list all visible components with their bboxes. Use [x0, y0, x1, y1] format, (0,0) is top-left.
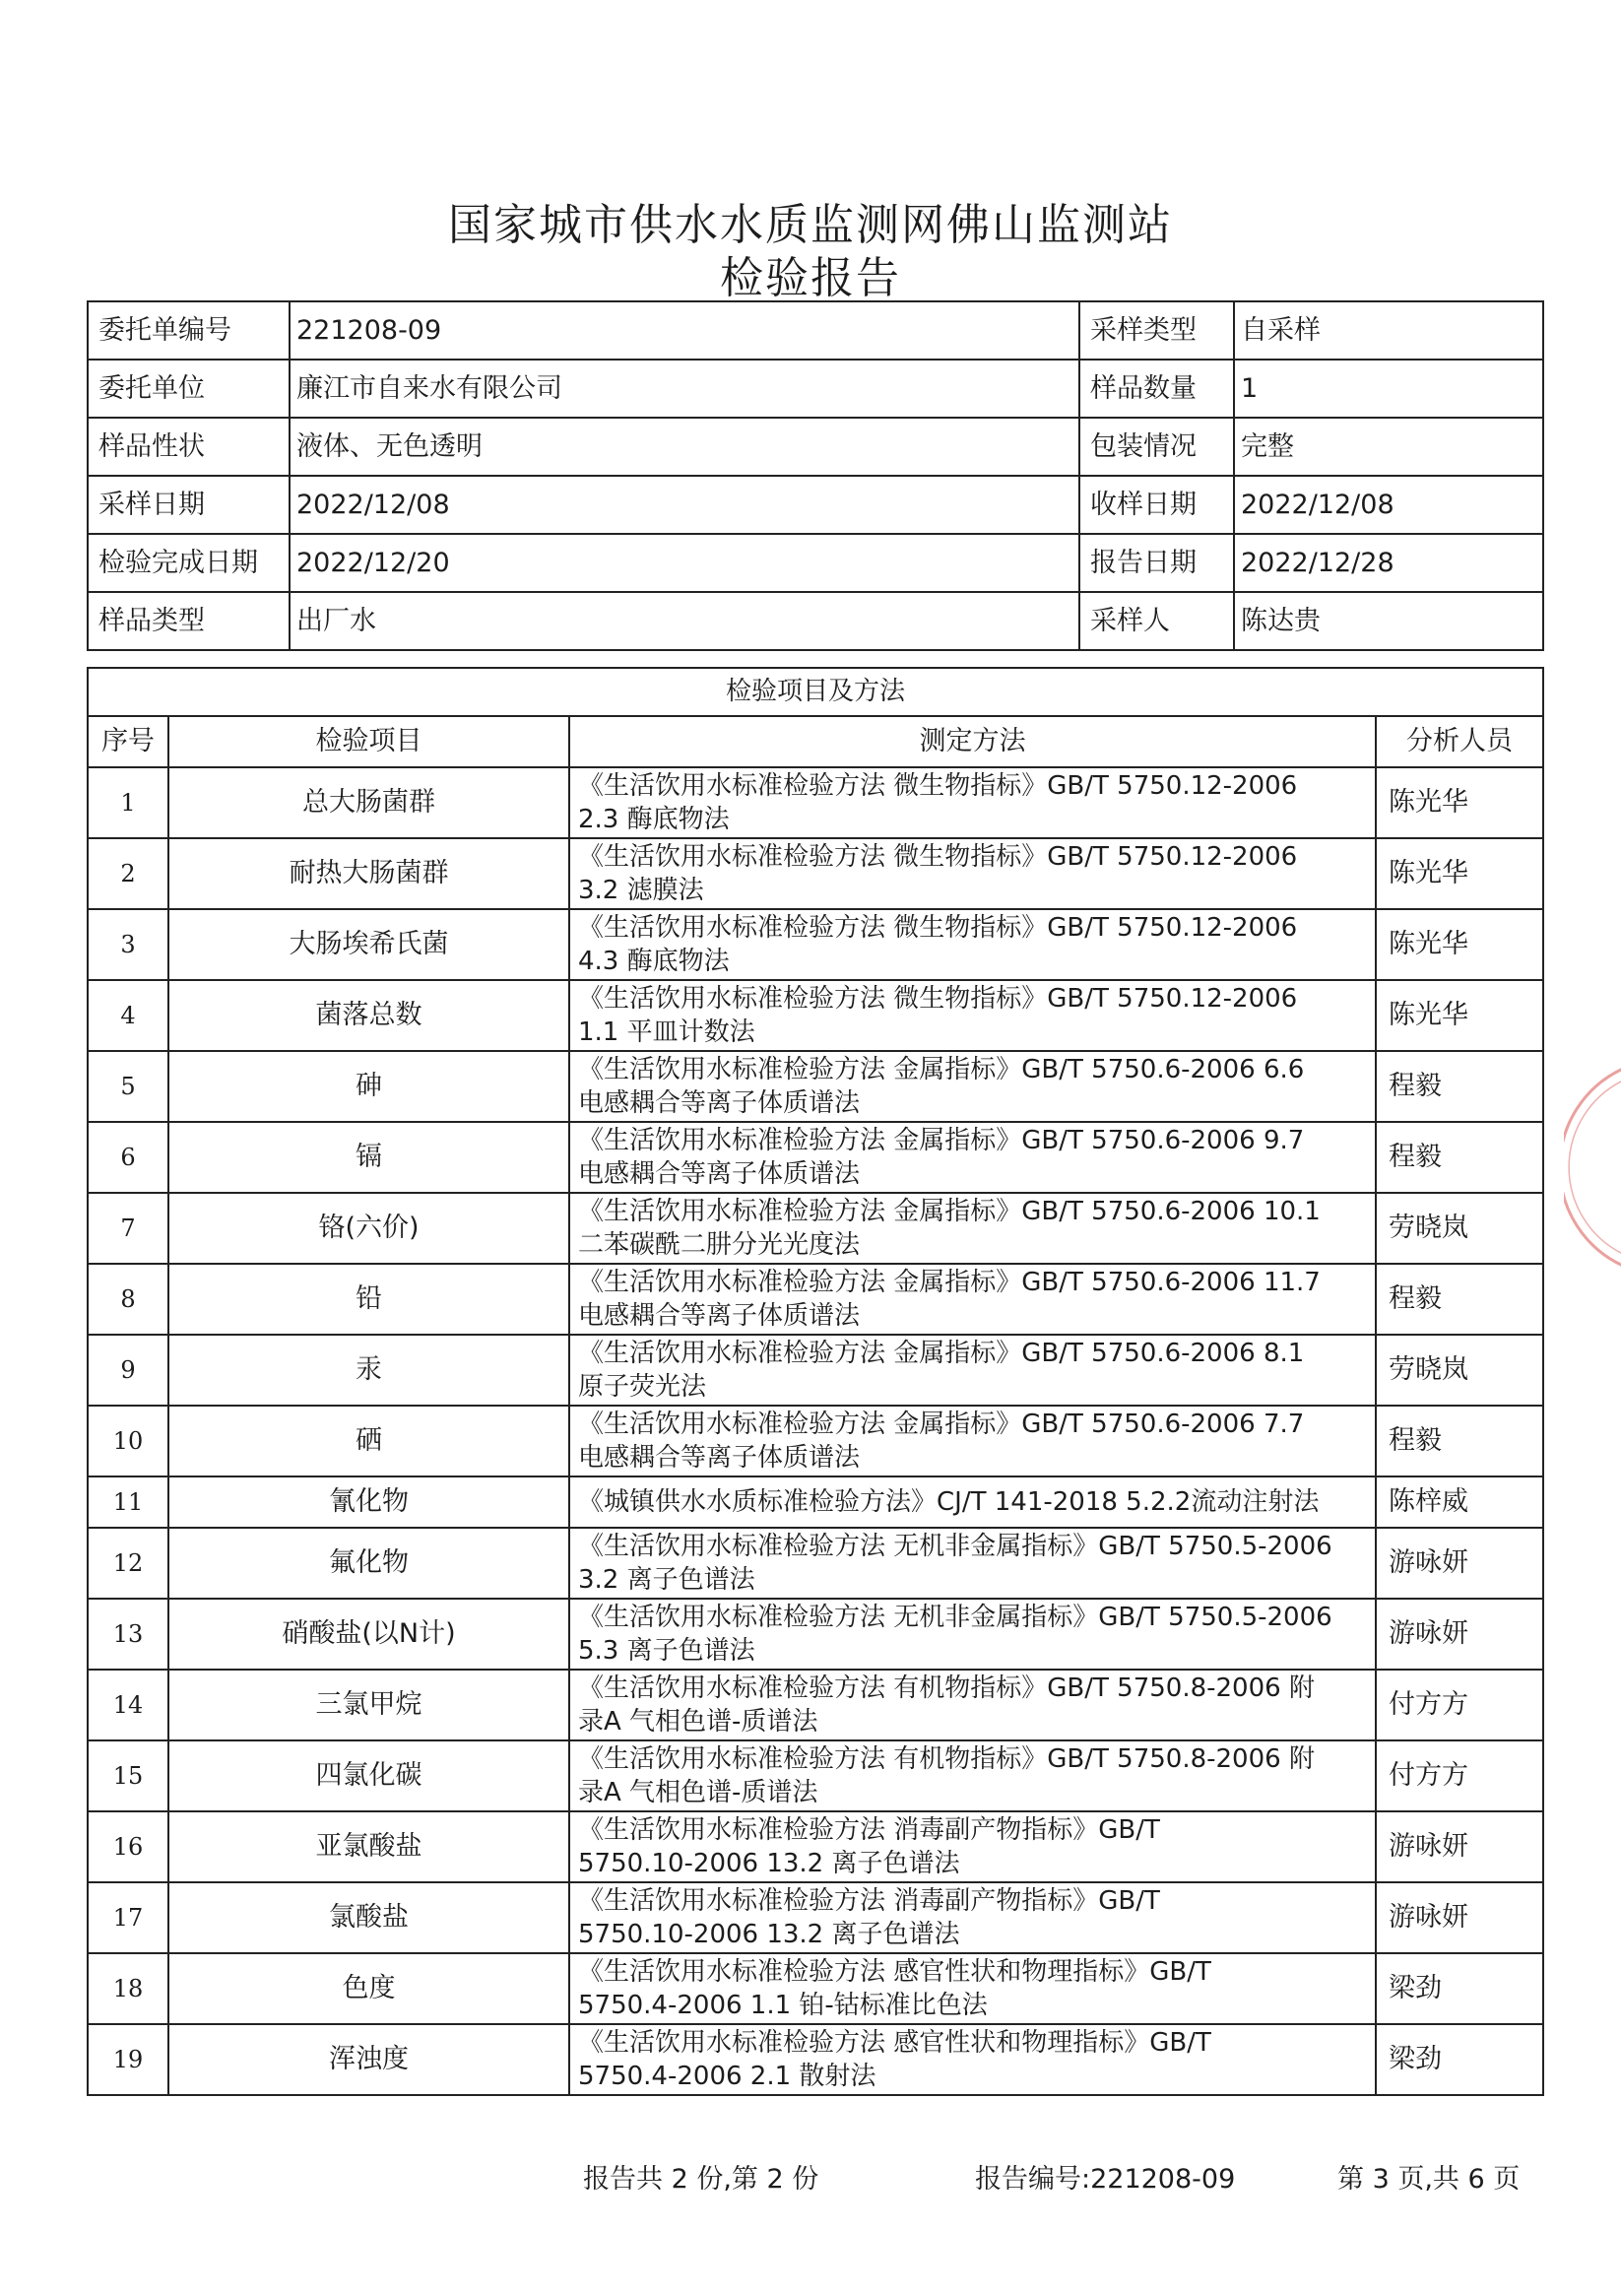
method-line-2: 5750.10-2006 13.2 离子色谱法 [578, 1849, 960, 1878]
table-row [88, 1740, 1543, 1811]
method-line-1: 《生活饮用水标准检验方法 微生物指标》GB/T 5750.12-2006 [578, 912, 1298, 943]
analyst: 劳晓岚 [1376, 1335, 1543, 1406]
test-item: 铬(六价) [168, 1193, 569, 1264]
test-method [569, 1264, 1376, 1335]
info-row [88, 592, 1543, 650]
method-line-1: 《生活饮用水标准检验方法 微生物指标》GB/T 5750.12-2006 [578, 770, 1298, 801]
method-line-1: 《生活饮用水标准检验方法 金属指标》GB/T 5750.6-2006 9.7 [578, 1125, 1305, 1155]
info-value: 221208-09 [290, 301, 1079, 360]
analyst: 陈光华 [1376, 980, 1543, 1051]
table-row [88, 1670, 1543, 1740]
info-value: 廉江市自来水有限公司 [290, 360, 1079, 418]
row-number: 1 [88, 767, 168, 838]
test-method [569, 1476, 1376, 1528]
info-value: 2022/12/08 [1234, 476, 1543, 534]
method-line-2: 电感耦合等离子体质谱法 [578, 1088, 861, 1118]
table-row [88, 1882, 1543, 1953]
method-line-2: 5.3 离子色谱法 [578, 1636, 755, 1666]
test-method [569, 1882, 1376, 1953]
method-line-1: 《生活饮用水标准检验方法 微生物指标》GB/T 5750.12-2006 [578, 983, 1298, 1014]
method-line-1: 《生活饮用水标准检验方法 金属指标》GB/T 5750.6-2006 7.7 [578, 1409, 1305, 1439]
info-row [88, 418, 1543, 476]
test-item: 耐热大肠菌群 [168, 838, 569, 909]
method-line-2: 4.3 酶底物法 [578, 947, 730, 976]
row-number: 17 [88, 1882, 168, 1953]
row-number: 7 [88, 1193, 168, 1264]
test-item: 总大肠菌群 [168, 767, 569, 838]
method-line-2: 电感耦合等离子体质谱法 [578, 1159, 861, 1189]
analyst: 陈光华 [1376, 767, 1543, 838]
method-line-2: 原子荧光法 [578, 1372, 707, 1402]
info-value: 陈达贵 [1234, 592, 1543, 650]
col-header-item: 检验项目 [168, 716, 569, 767]
info-label: 采样日期 [88, 476, 290, 534]
info-label: 采样人 [1079, 592, 1234, 650]
info-value: 2022/12/08 [290, 476, 1079, 534]
row-number: 11 [88, 1476, 168, 1528]
analyst: 游咏妍 [1376, 1882, 1543, 1953]
page-number: 第 3 页,共 6 页 [1337, 2164, 1521, 2195]
row-number: 14 [88, 1670, 168, 1740]
test-method [569, 980, 1376, 1051]
method-line-1: 《城镇供水水质标准检验方法》CJ/T 141-2018 5.2.2流动注射法 [578, 1486, 1320, 1517]
report-number: 报告编号:221208-09 [975, 2164, 1236, 2195]
analyst: 程毅 [1376, 1051, 1543, 1122]
test-item: 镉 [168, 1122, 569, 1193]
test-item: 四氯化碳 [168, 1740, 569, 1811]
row-number: 13 [88, 1599, 168, 1670]
test-method [569, 1670, 1376, 1740]
row-number: 15 [88, 1740, 168, 1811]
method-line-2: 1.1 平皿计数法 [578, 1017, 755, 1047]
info-label: 样品类型 [88, 592, 290, 650]
analyst: 付方方 [1376, 1670, 1543, 1740]
method-line-2: 3.2 滤膜法 [578, 876, 704, 905]
test-item: 氟化物 [168, 1528, 569, 1599]
row-number: 16 [88, 1811, 168, 1882]
method-line-1: 《生活饮用水标准检验方法 金属指标》GB/T 5750.6-2006 6.6 [578, 1054, 1305, 1084]
method-line-2: 2.3 酶底物法 [578, 805, 730, 834]
info-label: 包装情况 [1079, 418, 1234, 476]
test-item: 硒 [168, 1406, 569, 1476]
table-row [88, 1953, 1543, 2024]
info-value: 完整 [1234, 418, 1543, 476]
analyst: 游咏妍 [1376, 1599, 1543, 1670]
test-method [569, 1406, 1376, 1476]
analyst: 梁劲 [1376, 1953, 1543, 2024]
method-line-1: 《生活饮用水标准检验方法 消毒副产物指标》GB/T [578, 1885, 1160, 1916]
sample-info-table [87, 300, 1544, 651]
method-line-1: 《生活饮用水标准检验方法 有机物指标》GB/T 5750.8-2006 附 [578, 1673, 1315, 1703]
seal-stamp-fragment [1564, 1059, 1621, 1276]
col-header-analyst: 分析人员 [1376, 716, 1543, 767]
analyst: 陈光华 [1376, 838, 1543, 909]
analyst: 游咏妍 [1376, 1528, 1543, 1599]
info-row [88, 476, 1543, 534]
method-line-2: 电感耦合等离子体质谱法 [578, 1443, 861, 1473]
info-label: 委托单位 [88, 360, 290, 418]
info-row [88, 360, 1543, 418]
test-item: 砷 [168, 1051, 569, 1122]
analyst: 程毅 [1376, 1122, 1543, 1193]
analyst: 程毅 [1376, 1406, 1543, 1476]
method-line-1: 《生活饮用水标准检验方法 微生物指标》GB/T 5750.12-2006 [578, 841, 1298, 872]
method-line-1: 《生活饮用水标准检验方法 有机物指标》GB/T 5750.8-2006 附 [578, 1743, 1315, 1774]
analyst: 劳晓岚 [1376, 1193, 1543, 1264]
info-label: 收样日期 [1079, 476, 1234, 534]
method-line-2: 二苯碳酰二肼分光光度法 [578, 1230, 861, 1260]
station-title: 国家城市供水水质监测网佛山监测站 [448, 200, 1173, 250]
test-item: 菌落总数 [168, 980, 569, 1051]
method-line-1: 《生活饮用水标准检验方法 感官性状和物理指标》GB/T [578, 2027, 1211, 2058]
table-row [88, 1122, 1543, 1193]
test-method [569, 909, 1376, 980]
table-row [88, 1051, 1543, 1122]
test-item: 大肠埃希氏菌 [168, 909, 569, 980]
row-number: 4 [88, 980, 168, 1051]
info-row [88, 534, 1543, 592]
row-number: 12 [88, 1528, 168, 1599]
test-method [569, 1740, 1376, 1811]
table-header-row [88, 716, 1543, 767]
info-label: 报告日期 [1079, 534, 1234, 592]
test-item: 硝酸盐(以N计) [168, 1599, 569, 1670]
test-items-table [87, 667, 1544, 2096]
method-line-2: 3.2 离子色谱法 [578, 1565, 755, 1595]
table-row [88, 909, 1543, 980]
test-method [569, 1335, 1376, 1406]
table-row [88, 1406, 1543, 1476]
test-method [569, 2024, 1376, 2095]
copies-note: 报告共 2 份,第 2 份 [583, 2164, 819, 2195]
info-label: 检验完成日期 [88, 534, 290, 592]
analyst: 游咏妍 [1376, 1811, 1543, 1882]
table-row [88, 2024, 1543, 2095]
method-line-2: 录A 气相色谱-质谱法 [578, 1707, 818, 1737]
test-method [569, 1953, 1376, 2024]
analyst: 陈光华 [1376, 909, 1543, 980]
table-row [88, 980, 1543, 1051]
method-line-2: 5750.4-2006 1.1 铂-钴标准比色法 [578, 1991, 988, 2020]
method-line-2: 录A 气相色谱-质谱法 [578, 1778, 818, 1807]
table-row [88, 1335, 1543, 1406]
info-value: 出厂水 [290, 592, 1079, 650]
table-row [88, 1528, 1543, 1599]
table-row [88, 1599, 1543, 1670]
test-item: 氰化物 [168, 1476, 569, 1528]
test-method [569, 1811, 1376, 1882]
table-row [88, 1264, 1543, 1335]
row-number: 8 [88, 1264, 168, 1335]
report-title: 检验报告 [720, 253, 901, 303]
method-line-1: 《生活饮用水标准检验方法 感官性状和物理指标》GB/T [578, 1956, 1211, 1987]
table-row [88, 1476, 1543, 1528]
table-row [88, 838, 1543, 909]
analyst: 程毅 [1376, 1264, 1543, 1335]
test-method [569, 838, 1376, 909]
test-item: 浑浊度 [168, 2024, 569, 2095]
row-number: 6 [88, 1122, 168, 1193]
method-line-2: 5750.4-2006 2.1 散射法 [578, 2062, 876, 2091]
table-row [88, 1811, 1543, 1882]
row-number: 2 [88, 838, 168, 909]
table-row [88, 1193, 1543, 1264]
method-line-2: 5750.10-2006 13.2 离子色谱法 [578, 1920, 960, 1949]
info-label: 采样类型 [1079, 301, 1234, 360]
test-method [569, 767, 1376, 838]
method-line-1: 《生活饮用水标准检验方法 金属指标》GB/T 5750.6-2006 11.7 [578, 1267, 1321, 1297]
test-method [569, 1193, 1376, 1264]
test-item: 亚氯酸盐 [168, 1811, 569, 1882]
test-method [569, 1599, 1376, 1670]
test-method [569, 1528, 1376, 1599]
info-label: 样品性状 [88, 418, 290, 476]
row-number: 5 [88, 1051, 168, 1122]
method-line-1: 《生活饮用水标准检验方法 金属指标》GB/T 5750.6-2006 10.1 [578, 1196, 1321, 1226]
test-item: 汞 [168, 1335, 569, 1406]
test-item: 色度 [168, 1953, 569, 2024]
row-number: 3 [88, 909, 168, 980]
info-value: 自采样 [1234, 301, 1543, 360]
table-row [88, 767, 1543, 838]
test-item: 氯酸盐 [168, 1882, 569, 1953]
analyst: 陈梓威 [1376, 1476, 1543, 1528]
test-item: 铅 [168, 1264, 569, 1335]
method-line-1: 《生活饮用水标准检验方法 金属指标》GB/T 5750.6-2006 8.1 [578, 1338, 1305, 1368]
info-value: 2022/12/20 [290, 534, 1079, 592]
info-value: 2022/12/28 [1234, 534, 1543, 592]
method-line-2: 电感耦合等离子体质谱法 [578, 1301, 861, 1331]
info-label: 委托单编号 [88, 301, 290, 360]
row-number: 18 [88, 1953, 168, 2024]
col-header-no: 序号 [88, 716, 168, 767]
info-value: 液体、无色透明 [290, 418, 1079, 476]
row-number: 9 [88, 1335, 168, 1406]
method-line-1: 《生活饮用水标准检验方法 消毒副产物指标》GB/T [578, 1814, 1160, 1845]
info-row [88, 301, 1543, 360]
analyst: 梁劲 [1376, 2024, 1543, 2095]
test-item: 三氯甲烷 [168, 1670, 569, 1740]
col-header-method: 测定方法 [569, 716, 1376, 767]
info-value: 1 [1234, 360, 1543, 418]
method-line-1: 《生活饮用水标准检验方法 无机非金属指标》GB/T 5750.5-2006 [578, 1531, 1332, 1561]
method-line-1: 《生活饮用水标准检验方法 无机非金属指标》GB/T 5750.5-2006 [578, 1602, 1332, 1632]
analyst: 付方方 [1376, 1740, 1543, 1811]
test-method [569, 1122, 1376, 1193]
section-title: 检验项目及方法 [88, 668, 1543, 716]
row-number: 19 [88, 2024, 168, 2095]
row-number: 10 [88, 1406, 168, 1476]
section-title-row [88, 668, 1543, 716]
info-label: 样品数量 [1079, 360, 1234, 418]
test-method [569, 1051, 1376, 1122]
